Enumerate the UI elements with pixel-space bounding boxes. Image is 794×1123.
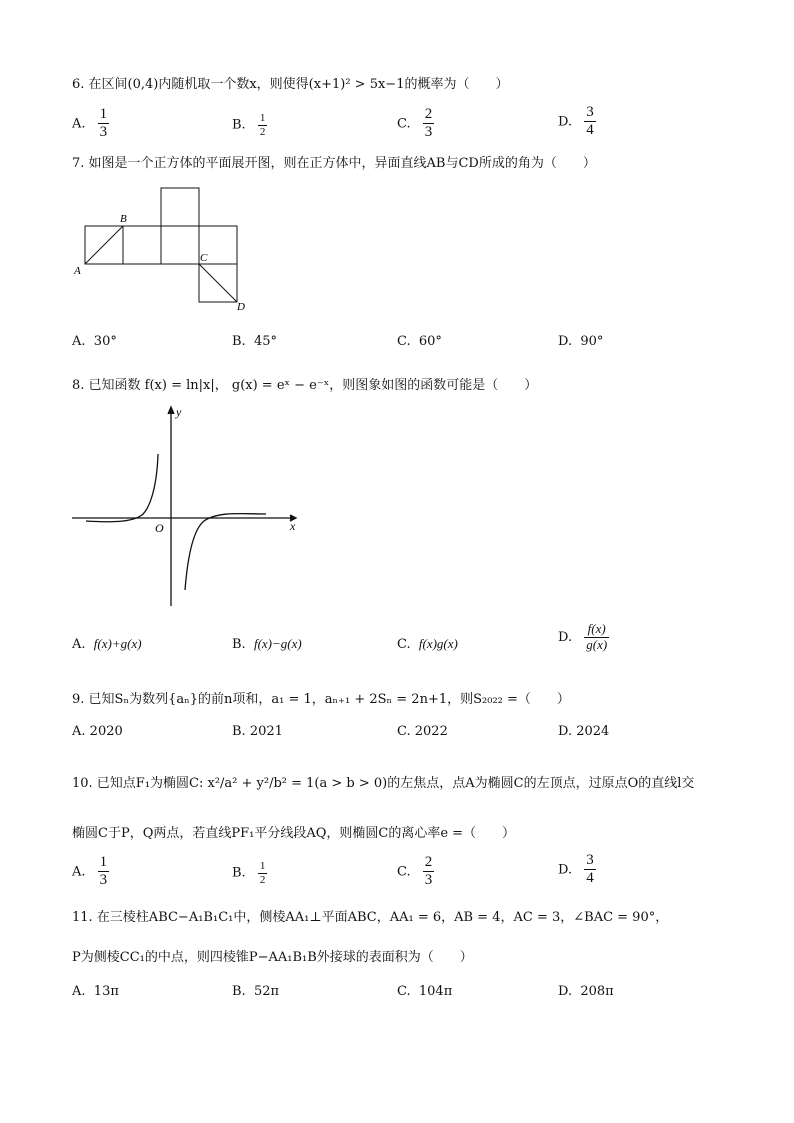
- q6-option-d[interactable]: D. $\frac{3}{4}$: [558, 104, 594, 139]
- net-square-top: [161, 188, 199, 226]
- y-axis-arrow: [168, 407, 174, 414]
- q6-option-b[interactable]: B. $\frac{1}{2}$: [232, 112, 266, 138]
- label-c: C: [200, 252, 208, 264]
- q11-option-d[interactable]: D. 208π: [558, 984, 614, 999]
- q11-stem-line1: 11. 在三棱柱ABC−A₁B₁C₁中，侧棱AA₁⊥平面ABC，AA₁ = 6，AB = 4，AC = 3，∠BAC = 90°，: [72, 910, 669, 925]
- q9-option-a[interactable]: A. 2020: [72, 724, 123, 739]
- q10-stem-line1: 10. 已知点F₁为椭圆C: x²/a² + y²/b² = 1(a > b > 0)的左焦点，点A为椭圆C的左顶点，过原点O的直线l交: [72, 776, 695, 791]
- y-axis-label: y: [176, 405, 182, 419]
- q8-option-b[interactable]: B. f(x)−g(x): [232, 636, 302, 652]
- curve-right-branch: [185, 514, 266, 590]
- q9-stem: 9. 已知Sₙ为数列{aₙ}的前n项和，a₁ = 1，aₙ₊₁ + 2Sₙ = 2n+1，则S₂₀₂₂ =（ ）: [72, 692, 570, 707]
- q8-option-a[interactable]: A. f(x)+g(x): [72, 636, 142, 652]
- q7-option-b[interactable]: B. 45°: [232, 334, 277, 349]
- segment-ab: [85, 226, 123, 264]
- segment-cd: [199, 264, 237, 302]
- q9-option-d[interactable]: D. 2024: [558, 724, 610, 739]
- q6-stem: 6. 在区间(0,4)内随机取一个数x，则使得(x+1)² > 5x−1的概率为（ ）: [72, 77, 509, 92]
- net-square-3: [161, 226, 199, 264]
- label-b: B: [120, 213, 127, 225]
- q6-option-c[interactable]: C. $\frac{2}{3}$: [397, 106, 433, 141]
- q10-stem-line2: 椭圆C于P，Q两点，若直线PF₁平分线段AQ，则椭圆C的离心率e =（ ）: [72, 826, 516, 841]
- curve-left-branch: [86, 454, 158, 522]
- q7-option-c[interactable]: C. 60°: [397, 334, 442, 349]
- q8-stem: 8. 已知函数 f(x) = ln|x|， g(x) = eˣ − e⁻ˣ，则图象如图的函数可能是（ ）: [72, 378, 538, 393]
- label-a: A: [74, 265, 81, 277]
- origin-label: O: [155, 521, 164, 535]
- x-axis-label: x: [290, 519, 296, 533]
- q10-option-a[interactable]: A. $\frac{1}{3}$: [72, 854, 108, 889]
- q7-option-d[interactable]: D. 90°: [558, 334, 604, 349]
- label-d: D: [237, 301, 245, 313]
- q6-option-a[interactable]: A. $\frac{1}{3}$: [72, 106, 108, 141]
- q8-option-d[interactable]: D. $\frac{f(x)}{g(x)}$: [558, 621, 608, 652]
- q7-option-a[interactable]: A. 30°: [72, 334, 117, 349]
- q10-option-b[interactable]: B. $\frac{1}{2}$: [232, 860, 266, 886]
- q9-option-c[interactable]: C. 2022: [397, 724, 448, 739]
- q7-stem: 7. 如图是一个正方体的平面展开图，则在正方体中，异面直线AB与CD所成的角为（ ）: [72, 156, 596, 171]
- q11-option-c[interactable]: C. 104π: [397, 984, 453, 999]
- q11-stem-line2: P为侧棱CC₁的中点，则四棱锥P−AA₁B₁B外接球的表面积为（ ）: [72, 950, 473, 965]
- q8-option-c[interactable]: C. f(x)g(x): [397, 636, 458, 652]
- q11-option-b[interactable]: B. 52π: [232, 984, 280, 999]
- q11-option-a[interactable]: A. 13π: [72, 984, 119, 999]
- net-square-2: [123, 226, 161, 264]
- function-graph-figure: [68, 402, 308, 612]
- q9-option-b[interactable]: B. 2021: [232, 724, 283, 739]
- q10-option-c[interactable]: C. $\frac{2}{3}$: [397, 854, 433, 889]
- q10-option-d[interactable]: D. $\frac{3}{4}$: [558, 852, 594, 887]
- cube-net-figure: [70, 182, 260, 317]
